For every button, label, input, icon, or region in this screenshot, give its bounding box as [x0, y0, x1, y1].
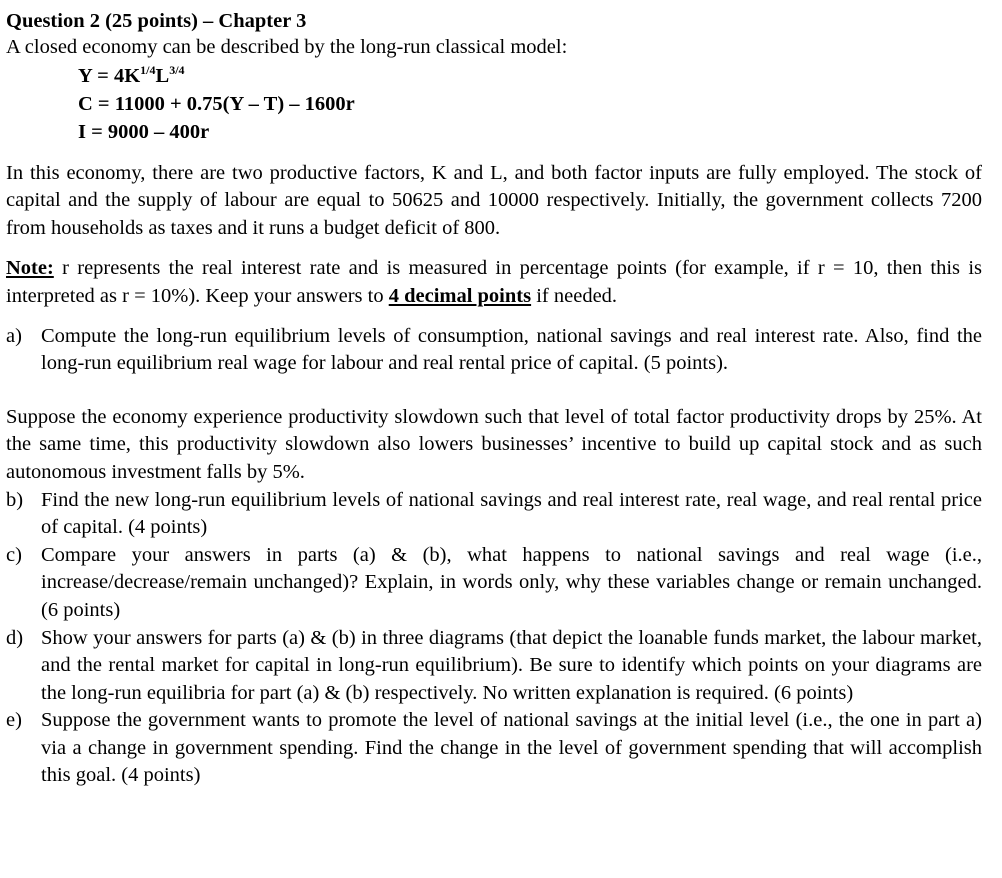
investment-function: I = 9000 – 400r: [78, 120, 210, 143]
note-text-before: r represents the real interest rate and is measured in percentage points (for example, if r = 10, then this is interpreted as r = 10%). Keep your answers to: [6, 257, 982, 307]
note-paragraph: [6, 255, 982, 310]
part-e-text: Suppose the government wants to promote the level of national savings at the initial level (i.e., the one in part a) via a change in government spending. Find the change in the level of government spending that will accomplish this goal. (4 points): [41, 709, 982, 787]
capital-exponent: 1/4: [140, 62, 156, 77]
part-a-text: Compute the long-run equilibrium levels of consumption, national savings and real interest rate. Also, find the long-run equilibrium real wage for labour and real rental price of capital. (5 points).: [41, 324, 982, 375]
productivity-slowdown-paragraph: Suppose the economy experience productivity slowdown such that level of total factor productivity drops by 25%. At the same time, this productivity slowdown also lowers businesses’ incentive to build up capital stock and as such autonomous investment falls by 5%.: [6, 405, 982, 483]
consumption-function: C = 11000 + 0.75(Y – T) – 1600r: [78, 92, 355, 115]
economy-description: In this economy, there are two productive factors, K and L, and both factor inputs are fully employed. The stock of capital and the supply of labour are equal to 50625 and 10000 respectively. Initially, the government collects 7200 from households as taxes and it runs a budget deficit of 800.: [6, 161, 982, 239]
production-function: [78, 62, 982, 90]
question-document: [6, 8, 982, 790]
part-e: [6, 707, 982, 790]
labour-symbol: L: [155, 64, 170, 87]
question-list: [6, 487, 982, 791]
part-a: [6, 323, 982, 378]
part-b: [6, 487, 982, 542]
production-lhs: Y = 4K: [78, 64, 141, 87]
part-c-text: Compare your answers in parts (a) & (b), what happens to national savings and real wage (i.e., increase/decrease/remain unchanged)? Explain, in words only, why these variables change or remain unchanged. (6 points): [41, 543, 982, 621]
note-text-after: if needed.: [531, 284, 618, 307]
question-title: Question 2 (25 points) – Chapter 3: [6, 10, 307, 32]
labour-exponent: 3/4: [169, 62, 185, 77]
part-d-text: Show your answers for parts (a) & (b) in three diagrams (that depict the loanable funds market, the labour market, and the rental market for capital in long-run equilibrium). Be sure to identify which points on your diagrams are the long-run equilibria for part (a) & (b) respectively. No written explanation is required. (6 points): [41, 626, 982, 704]
part-c: [6, 542, 982, 625]
part-b-marker: b): [6, 488, 24, 511]
part-d-marker: d): [6, 626, 24, 649]
part-a-marker: a): [6, 324, 22, 347]
note-label: Note:: [6, 257, 54, 280]
part-d: [6, 625, 982, 708]
model-equations: [78, 62, 982, 146]
part-c-marker: c): [6, 543, 22, 566]
part-b-text: Find the new long-run equilibrium levels of national savings and real interest rate, real wage, and real rental price of capital. (4 points): [41, 488, 982, 539]
decimal-emphasis: 4 decimal points: [388, 284, 532, 307]
model-intro: A closed economy can be described by the long-run classical model:: [6, 36, 568, 58]
part-e-marker: e): [6, 709, 22, 732]
